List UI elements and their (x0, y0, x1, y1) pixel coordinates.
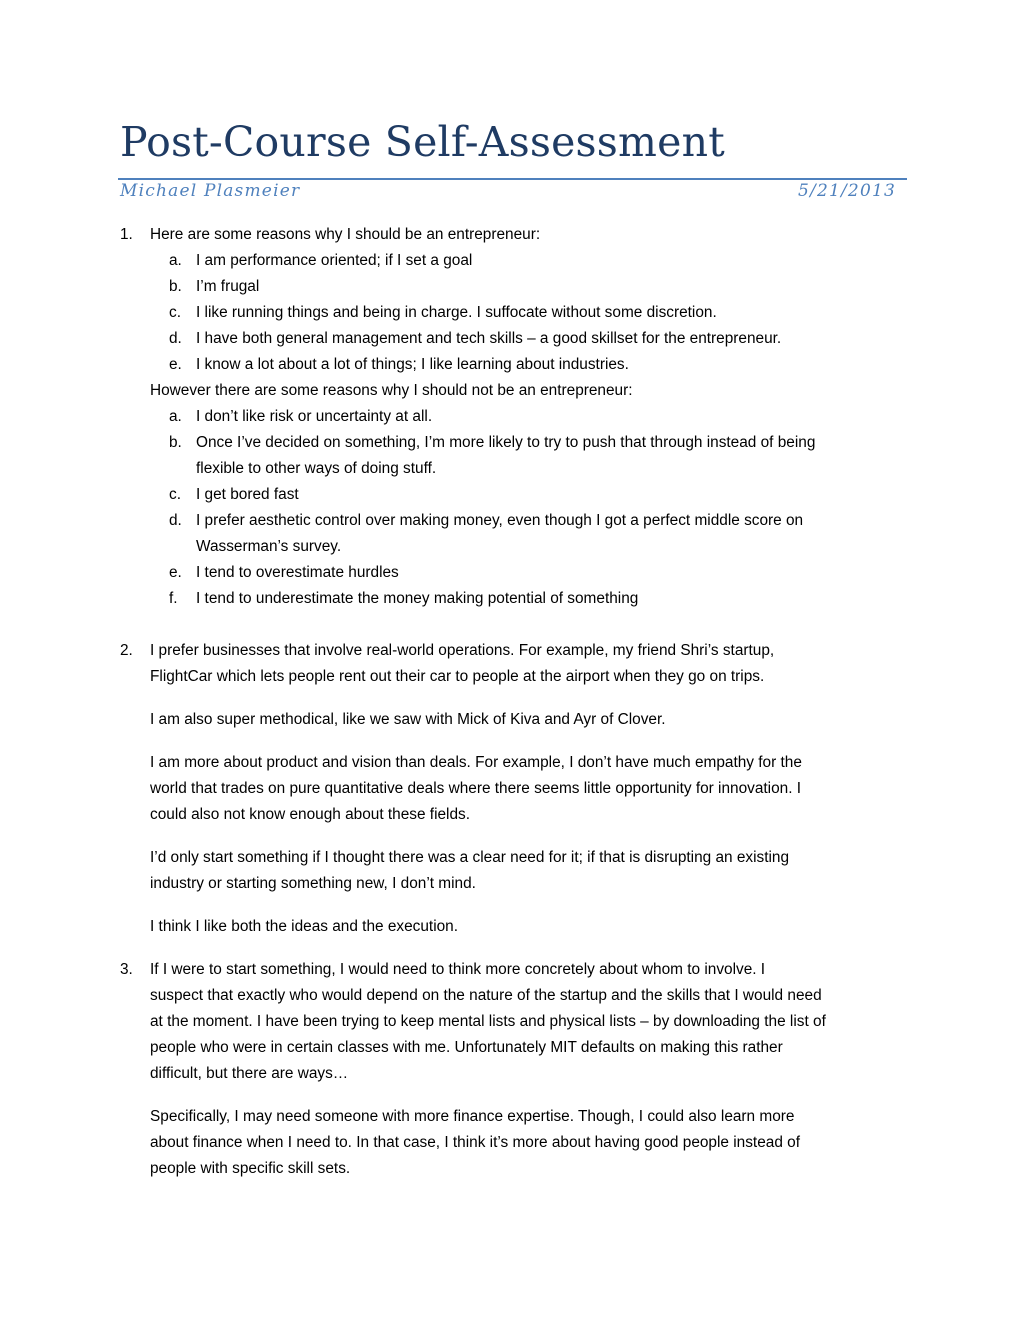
section-2-number: 2. (120, 642, 133, 659)
section-2-para-line: I am more about product and vision than deals. For example, I don’t have much empathy for the (150, 754, 802, 771)
author-name: Michael Plasmeier (120, 181, 301, 201)
section-3-para-line: people who were in certain classes with me. Unfortunately MIT defaults on making this rather (150, 1039, 783, 1056)
con-item: e. I tend to overestimate hurdles (169, 564, 399, 581)
section-3-para-line: Specifically, I may need someone with more finance expertise. Though, I could also learn more (150, 1108, 795, 1125)
section-2-para-line: I think I like both the ideas and the execution. (150, 918, 459, 935)
section-1-intro: 1. Here are some reasons why I should be an entrepreneur: (120, 222, 910, 248)
con-item-continuation: flexible to other ways of doing stuff. (196, 460, 437, 477)
section-2-para-line: could also not know enough about these fields. (150, 806, 471, 823)
section-3-para-line: suspect that exactly who would depend on the nature of the startup and the skills that I would need (150, 987, 822, 1004)
byline (120, 181, 896, 201)
section-3-para-line: about finance when I need to. In that case, I think it’s more about having good people instead of (150, 1134, 800, 1151)
section-2-para-line: industry or starting something new, I don’t mind. (150, 875, 476, 892)
section-3-number: 3. (120, 961, 133, 978)
document-date: 5/21/2013 (798, 181, 896, 201)
section-2-para-line: I am also super methodical, like we saw with Mick of Kiva and Ayr of Clover. (150, 711, 666, 728)
section-3-para-line: 3. If I were to start something, I would need to think more concretely about whom to involve. I (120, 957, 910, 983)
section-2-para-line: I’d only start something if I thought there was a clear need for it; if that is disrupting an existing (150, 849, 790, 866)
con-item-continuation: Wasserman’s survey. (196, 538, 342, 555)
document-title: Post-Course Self-Assessment (120, 118, 725, 166)
section-2-para-line: FlightCar which lets people rent out their car to people at the airport when they go on trips. (150, 668, 765, 685)
section-2-para-line: world that trades on pure quantitative deals where there seems little opportunity for innovation. I (150, 780, 802, 797)
section-3-para-line: at the moment. I have been trying to keep mental lists and physical lists – by downloading the list of (150, 1013, 826, 1030)
con-item: c. I get bored fast (169, 486, 299, 503)
pro-item: b. I’m frugal (169, 278, 260, 295)
section-2-para-line: 2. I prefer businesses that involve real-world operations. For example, my friend Shri’s startup, (120, 638, 910, 664)
section-3-para-line: difficult, but there are ways… (150, 1065, 349, 1082)
title-rule (118, 178, 907, 180)
section-1-number: 1. (120, 226, 133, 243)
pro-item: e. I know a lot about a lot of things; I like learning about industries. (169, 356, 629, 373)
pro-item: c. I like running things and being in charge. I suffocate without some discretion. (169, 304, 717, 321)
section-3-para-line: people with specific skill sets. (150, 1160, 351, 1177)
pro-item: a. I am performance oriented; if I set a goal (169, 252, 473, 269)
document-body (120, 222, 910, 1182)
con-item: a. I don’t like risk or uncertainty at all. (169, 408, 433, 425)
con-item: f. I tend to underestimate the money making potential of something (169, 590, 639, 607)
pro-item: d. I have both general management and tech skills – a good skillset for the entrepreneur. (169, 330, 782, 347)
con-item: d. I prefer aesthetic control over making money, even though I got a perfect middle score on (169, 512, 804, 529)
con-item: b. Once I’ve decided on something, I’m more likely to try to push that through instead of being (169, 434, 816, 451)
however-line: However there are some reasons why I should not be an entrepreneur: (150, 382, 633, 399)
